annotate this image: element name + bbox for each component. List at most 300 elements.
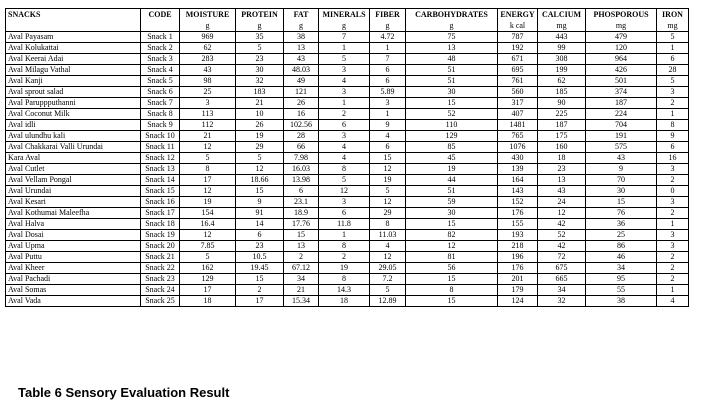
table-cell: 201 bbox=[498, 274, 538, 285]
table-cell: 4 bbox=[319, 76, 370, 87]
table-cell: 8 bbox=[370, 219, 406, 230]
table-cell: 62 bbox=[538, 76, 586, 87]
table-cell: Snack 14 bbox=[141, 175, 180, 186]
table-cell: 16 bbox=[657, 153, 689, 164]
table-cell: 12 bbox=[538, 208, 586, 219]
table-cell: 3 bbox=[319, 197, 370, 208]
table-cell: 42 bbox=[538, 219, 586, 230]
table-cell: 7 bbox=[370, 54, 406, 65]
table-cell: 1 bbox=[657, 109, 689, 120]
table-cell: 91 bbox=[236, 208, 284, 219]
table-cell: 90 bbox=[538, 98, 586, 109]
column-header-label: CALCIUM bbox=[541, 10, 582, 19]
table-cell: 46 bbox=[586, 252, 657, 263]
table-cell: 1481 bbox=[498, 120, 538, 131]
snack-name-cell: Aval Coconut Milk bbox=[6, 109, 141, 120]
table-cell: 5 bbox=[657, 76, 689, 87]
table-cell: 17.76 bbox=[284, 219, 319, 230]
table-cell: 11.8 bbox=[319, 219, 370, 230]
table-cell: 1 bbox=[319, 230, 370, 241]
table-cell: 5 bbox=[236, 153, 284, 164]
table-cell: 112 bbox=[180, 120, 236, 131]
table-cell: 10 bbox=[236, 109, 284, 120]
table-row bbox=[6, 296, 689, 307]
table-cell: 4.72 bbox=[370, 32, 406, 43]
table-cell: 308 bbox=[538, 54, 586, 65]
table-cell: 32 bbox=[236, 76, 284, 87]
table-cell: 15 bbox=[370, 153, 406, 164]
table-cell: 0 bbox=[657, 186, 689, 197]
table-cell: 18.9 bbox=[284, 208, 319, 219]
snack-name-cell: Aval Chakkarai Valli Urundai bbox=[6, 142, 141, 153]
table-cell: 48.03 bbox=[284, 65, 319, 76]
table-cell: 3 bbox=[657, 197, 689, 208]
table-cell: 193 bbox=[498, 230, 538, 241]
snack-name-cell: Aval Kolukattai bbox=[6, 43, 141, 54]
table-cell: 21 bbox=[180, 131, 236, 142]
column-header-label: CARBOHYDRATES bbox=[415, 10, 488, 19]
column-header-unit: g bbox=[385, 21, 390, 30]
table-cell: 5 bbox=[319, 175, 370, 186]
table-cell: 196 bbox=[498, 252, 538, 263]
column-header bbox=[319, 9, 370, 32]
table-cell: 11.03 bbox=[370, 230, 406, 241]
table-cell: 665 bbox=[538, 274, 586, 285]
table-cell: 185 bbox=[538, 87, 586, 98]
table-cell: 164 bbox=[498, 175, 538, 186]
table-cell: 48 bbox=[406, 54, 498, 65]
table-cell: 8 bbox=[319, 274, 370, 285]
table-cell: 19 bbox=[319, 263, 370, 274]
snack-name-cell: Aval Kothumai Maleefha bbox=[6, 208, 141, 219]
table-row bbox=[6, 109, 689, 120]
table-row bbox=[6, 142, 689, 153]
table-cell: 82 bbox=[406, 230, 498, 241]
table-cell: 5.89 bbox=[370, 87, 406, 98]
table-cell: 19.45 bbox=[236, 263, 284, 274]
column-header-label: IRON bbox=[662, 10, 683, 19]
table-cell: 12 bbox=[236, 164, 284, 175]
table-cell: 19 bbox=[180, 197, 236, 208]
table-cell: Snack 18 bbox=[141, 219, 180, 230]
table-cell: 283 bbox=[180, 54, 236, 65]
table-cell: 152 bbox=[498, 197, 538, 208]
table-cell: 18 bbox=[538, 153, 586, 164]
table-cell: Snack 15 bbox=[141, 186, 180, 197]
table-cell: 443 bbox=[538, 32, 586, 43]
snack-name-cell: Aval Milagu Vathal bbox=[6, 65, 141, 76]
table-cell: 13 bbox=[406, 43, 498, 54]
table-cell: 34 bbox=[538, 285, 586, 296]
table-header-row bbox=[6, 9, 689, 32]
table-cell: 42 bbox=[538, 241, 586, 252]
table-cell: 36 bbox=[586, 219, 657, 230]
column-header bbox=[370, 9, 406, 32]
table-cell: 30 bbox=[586, 186, 657, 197]
snack-name-cell: Aval Urundai bbox=[6, 186, 141, 197]
column-header bbox=[657, 9, 689, 32]
column-header-unit: mg bbox=[667, 21, 678, 30]
snack-name-cell: Aval Kanji bbox=[6, 76, 141, 87]
table-cell: Snack 23 bbox=[141, 274, 180, 285]
table-cell: 67.12 bbox=[284, 263, 319, 274]
table-cell: 787 bbox=[498, 32, 538, 43]
table-cell: 1 bbox=[370, 109, 406, 120]
table-cell: 6 bbox=[370, 65, 406, 76]
table-row bbox=[6, 186, 689, 197]
snack-name-cell: Kara Aval bbox=[6, 153, 141, 164]
table-cell: 9 bbox=[586, 164, 657, 175]
table-cell: 43 bbox=[284, 54, 319, 65]
table-cell: Snack 8 bbox=[141, 109, 180, 120]
table-cell: 407 bbox=[498, 109, 538, 120]
table-cell: Snack 17 bbox=[141, 208, 180, 219]
table-row bbox=[6, 32, 689, 43]
table-cell: 23.1 bbox=[284, 197, 319, 208]
table-cell: 21 bbox=[284, 285, 319, 296]
table-cell: 5 bbox=[319, 54, 370, 65]
table-cell: 675 bbox=[538, 263, 586, 274]
column-header bbox=[498, 9, 538, 32]
table-cell: Snack 5 bbox=[141, 76, 180, 87]
table-cell: 12 bbox=[370, 252, 406, 263]
table-cell: 23 bbox=[538, 164, 586, 175]
table-cell: 3 bbox=[319, 65, 370, 76]
table-cell: 29 bbox=[370, 208, 406, 219]
column-header bbox=[406, 9, 498, 32]
table-cell: 2 bbox=[236, 285, 284, 296]
column-header-label: PROTEIN bbox=[241, 10, 278, 19]
table-cell: 2 bbox=[657, 263, 689, 274]
table-cell: 45 bbox=[406, 153, 498, 164]
table-cell: 49 bbox=[284, 76, 319, 87]
table-cell: 1 bbox=[370, 43, 406, 54]
table-cell: Snack 20 bbox=[141, 241, 180, 252]
table-cell: 12 bbox=[406, 241, 498, 252]
table-cell: Snack 11 bbox=[141, 142, 180, 153]
table-cell: 192 bbox=[498, 43, 538, 54]
table-cell: 13 bbox=[284, 43, 319, 54]
table-cell: 15 bbox=[236, 274, 284, 285]
table-cell: 25 bbox=[586, 230, 657, 241]
table-cell: 12 bbox=[370, 164, 406, 175]
table-cell: 21 bbox=[236, 98, 284, 109]
table-cell: 199 bbox=[538, 65, 586, 76]
table-cell: 6 bbox=[284, 186, 319, 197]
table-cell: 176 bbox=[498, 263, 538, 274]
table-cell: 4 bbox=[370, 131, 406, 142]
table-cell: 12 bbox=[370, 197, 406, 208]
table-row bbox=[6, 285, 689, 296]
table-cell: 5 bbox=[180, 153, 236, 164]
column-header bbox=[284, 9, 319, 32]
column-header-label: SNACKS bbox=[8, 10, 41, 19]
table-cell: 13 bbox=[284, 241, 319, 252]
table-cell: 17 bbox=[180, 285, 236, 296]
column-header-label: FIBER bbox=[375, 10, 400, 19]
table-cell: 110 bbox=[406, 120, 498, 131]
table-cell: 4 bbox=[657, 296, 689, 307]
table-cell: Snack 13 bbox=[141, 164, 180, 175]
table-cell: Snack 6 bbox=[141, 87, 180, 98]
table-row bbox=[6, 252, 689, 263]
table-cell: 38 bbox=[586, 296, 657, 307]
table-cell: 765 bbox=[498, 131, 538, 142]
column-header-unit: g bbox=[257, 21, 262, 30]
snack-name-cell: Aval Dosai bbox=[6, 230, 141, 241]
table-cell: 29.05 bbox=[370, 263, 406, 274]
table-cell: Snack 12 bbox=[141, 153, 180, 164]
table-cell: 6 bbox=[370, 142, 406, 153]
table-cell: 18.66 bbox=[236, 175, 284, 186]
table-cell: 426 bbox=[586, 65, 657, 76]
table-cell: 26 bbox=[284, 98, 319, 109]
table-cell: 3 bbox=[319, 131, 370, 142]
table-cell: 162 bbox=[180, 263, 236, 274]
table-cell: 121 bbox=[284, 87, 319, 98]
table-cell: 317 bbox=[498, 98, 538, 109]
table-cell: 695 bbox=[498, 65, 538, 76]
table-cell: 1 bbox=[657, 219, 689, 230]
table-cell: 28 bbox=[657, 65, 689, 76]
table-cell: 1 bbox=[319, 43, 370, 54]
table-cell: 8 bbox=[319, 164, 370, 175]
table-cell: 2 bbox=[319, 252, 370, 263]
table-cell: 24 bbox=[538, 197, 586, 208]
table-row bbox=[6, 274, 689, 285]
table-cell: Snack 2 bbox=[141, 43, 180, 54]
nutrition-table bbox=[5, 8, 689, 307]
table-row bbox=[6, 197, 689, 208]
table-cell: 129 bbox=[180, 274, 236, 285]
table-cell: 143 bbox=[498, 186, 538, 197]
table-cell: 1 bbox=[657, 285, 689, 296]
table-cell: 76 bbox=[586, 208, 657, 219]
table-cell: 225 bbox=[538, 109, 586, 120]
column-header-label: PHOSPOROUS bbox=[593, 10, 649, 19]
table-cell: 6 bbox=[236, 230, 284, 241]
table-cell: 17 bbox=[236, 296, 284, 307]
table-cell: 13.98 bbox=[284, 175, 319, 186]
table-cell: Snack 22 bbox=[141, 263, 180, 274]
table-row bbox=[6, 230, 689, 241]
snack-name-cell: Aval Paruppputhanni bbox=[6, 98, 141, 109]
table-cell: 55 bbox=[586, 285, 657, 296]
table-cell: 75 bbox=[406, 32, 498, 43]
table-cell: 13 bbox=[538, 175, 586, 186]
table-cell: 761 bbox=[498, 76, 538, 87]
table-cell: 32 bbox=[538, 296, 586, 307]
table-cell: 124 bbox=[498, 296, 538, 307]
snack-name-cell: Aval Halva bbox=[6, 219, 141, 230]
snack-name-cell: Aval Pachadi bbox=[6, 274, 141, 285]
table-cell: 17 bbox=[180, 175, 236, 186]
table-cell: 139 bbox=[498, 164, 538, 175]
table-cell: 430 bbox=[498, 153, 538, 164]
snack-name-cell: Aval Upma bbox=[6, 241, 141, 252]
table-body bbox=[6, 32, 689, 307]
table-cell: Snack 10 bbox=[141, 131, 180, 142]
table-cell: 10.5 bbox=[236, 252, 284, 263]
table-cell: 9 bbox=[657, 131, 689, 142]
table-cell: 9 bbox=[236, 197, 284, 208]
table-cell: 2 bbox=[284, 252, 319, 263]
table-cell: 5 bbox=[236, 43, 284, 54]
table-row bbox=[6, 164, 689, 175]
table-cell: 7.2 bbox=[370, 274, 406, 285]
table-cell: 6 bbox=[319, 120, 370, 131]
table-cell: 704 bbox=[586, 120, 657, 131]
column-header bbox=[180, 9, 236, 32]
column-header-unit: g bbox=[299, 21, 303, 30]
table-cell: 98 bbox=[180, 76, 236, 87]
table-cell: 51 bbox=[406, 65, 498, 76]
table-cell: 19 bbox=[236, 131, 284, 142]
column-header-label: ENERGY bbox=[500, 10, 535, 19]
table-cell: 6 bbox=[370, 76, 406, 87]
snack-name-cell: Aval Keerai Adai bbox=[6, 54, 141, 65]
table-cell: 51 bbox=[406, 76, 498, 87]
table-cell: 12 bbox=[180, 230, 236, 241]
table-cell: 129 bbox=[406, 131, 498, 142]
table-row bbox=[6, 76, 689, 87]
table-cell: 30 bbox=[406, 87, 498, 98]
column-header-unit: k cal bbox=[509, 21, 526, 30]
table-cell: 43 bbox=[586, 153, 657, 164]
table-cell: Snack 25 bbox=[141, 296, 180, 307]
table-cell: 26 bbox=[236, 120, 284, 131]
table-cell: 14 bbox=[236, 219, 284, 230]
table-cell: 81 bbox=[406, 252, 498, 263]
snack-name-cell: Aval Payasam bbox=[6, 32, 141, 43]
table-row bbox=[6, 241, 689, 252]
column-header-unit: g bbox=[449, 21, 454, 30]
table-cell: 183 bbox=[236, 87, 284, 98]
table-cell: 35 bbox=[236, 32, 284, 43]
table-cell: 15 bbox=[406, 274, 498, 285]
table-cell: 3 bbox=[370, 98, 406, 109]
table-cell: 8 bbox=[180, 164, 236, 175]
table-cell: 59 bbox=[406, 197, 498, 208]
table-cell: 3 bbox=[657, 164, 689, 175]
table-cell: 6 bbox=[319, 208, 370, 219]
table-cell: 52 bbox=[406, 109, 498, 120]
table-cell: 9 bbox=[370, 120, 406, 131]
table-cell: 16.4 bbox=[180, 219, 236, 230]
snack-name-cell: Aval idli bbox=[6, 120, 141, 131]
table-cell: 3 bbox=[319, 87, 370, 98]
table-cell: 23 bbox=[236, 54, 284, 65]
table-cell: 175 bbox=[538, 131, 586, 142]
column-header bbox=[586, 9, 657, 32]
table-cell: Snack 21 bbox=[141, 252, 180, 263]
table-cell: 176 bbox=[498, 208, 538, 219]
table-cell: 160 bbox=[538, 142, 586, 153]
table-cell: 7 bbox=[319, 32, 370, 43]
table-cell: 3 bbox=[657, 230, 689, 241]
column-header bbox=[236, 9, 284, 32]
column-header-label: MOISTURE bbox=[185, 10, 230, 19]
table-cell: 120 bbox=[586, 43, 657, 54]
table-cell: 15 bbox=[406, 219, 498, 230]
table-cell: 7.85 bbox=[180, 241, 236, 252]
table-cell: 29 bbox=[236, 142, 284, 153]
table-cell: 23 bbox=[236, 241, 284, 252]
table-row bbox=[6, 87, 689, 98]
table-cell: Snack 7 bbox=[141, 98, 180, 109]
table-cell: 34 bbox=[284, 274, 319, 285]
column-header bbox=[141, 9, 180, 32]
table-cell: 38 bbox=[284, 32, 319, 43]
table-cell: 12.89 bbox=[370, 296, 406, 307]
table-cell: 12 bbox=[319, 186, 370, 197]
table-cell: 8 bbox=[406, 285, 498, 296]
table-row bbox=[6, 98, 689, 109]
table-cell: 3 bbox=[180, 98, 236, 109]
table-cell: Snack 4 bbox=[141, 65, 180, 76]
table-cell: 16 bbox=[284, 109, 319, 120]
table-cell: 4 bbox=[319, 142, 370, 153]
table-cell: 187 bbox=[538, 120, 586, 131]
table-row bbox=[6, 219, 689, 230]
table-row bbox=[6, 208, 689, 219]
table-cell: 99 bbox=[538, 43, 586, 54]
table-caption: Table 6 Sensory Evaluation Result bbox=[18, 385, 230, 400]
table-cell: 2 bbox=[657, 208, 689, 219]
column-header-label: FAT bbox=[293, 10, 309, 19]
column-header-unit: mg bbox=[556, 21, 567, 30]
table-row bbox=[6, 175, 689, 186]
table-cell: 51 bbox=[406, 186, 498, 197]
table-cell: 52 bbox=[538, 230, 586, 241]
table-cell: 6 bbox=[657, 142, 689, 153]
table-cell: 12 bbox=[180, 186, 236, 197]
table-cell: 6 bbox=[657, 54, 689, 65]
table-cell: 374 bbox=[586, 87, 657, 98]
table-row bbox=[6, 54, 689, 65]
table-cell: 44 bbox=[406, 175, 498, 186]
column-header-unit: mg bbox=[615, 21, 627, 30]
snack-name-cell: Aval Kesari bbox=[6, 197, 141, 208]
table-cell: 5 bbox=[180, 252, 236, 263]
table-cell: 7.98 bbox=[284, 153, 319, 164]
table-cell: 15.34 bbox=[284, 296, 319, 307]
table-cell: 15 bbox=[406, 98, 498, 109]
table-row bbox=[6, 263, 689, 274]
table-cell: Snack 19 bbox=[141, 230, 180, 241]
table-cell: 5 bbox=[370, 186, 406, 197]
table-cell: 2 bbox=[657, 252, 689, 263]
snack-name-cell: Aval sprout salad bbox=[6, 87, 141, 98]
table-cell: 560 bbox=[498, 87, 538, 98]
table-cell: 43 bbox=[180, 65, 236, 76]
column-header bbox=[6, 9, 141, 32]
table-cell: 5 bbox=[370, 285, 406, 296]
table-cell: 575 bbox=[586, 142, 657, 153]
table-cell: 66 bbox=[284, 142, 319, 153]
table-cell: 224 bbox=[586, 109, 657, 120]
column-header-label: CODE bbox=[148, 10, 172, 19]
table-cell: 72 bbox=[538, 252, 586, 263]
table-cell: 1 bbox=[657, 43, 689, 54]
table-cell: 28 bbox=[284, 131, 319, 142]
table-cell: 113 bbox=[180, 109, 236, 120]
column-header-label: MINERALS bbox=[322, 10, 366, 19]
table-cell: Snack 24 bbox=[141, 285, 180, 296]
table-cell: 5 bbox=[657, 32, 689, 43]
table-cell: 34 bbox=[586, 263, 657, 274]
table-cell: 2 bbox=[319, 109, 370, 120]
